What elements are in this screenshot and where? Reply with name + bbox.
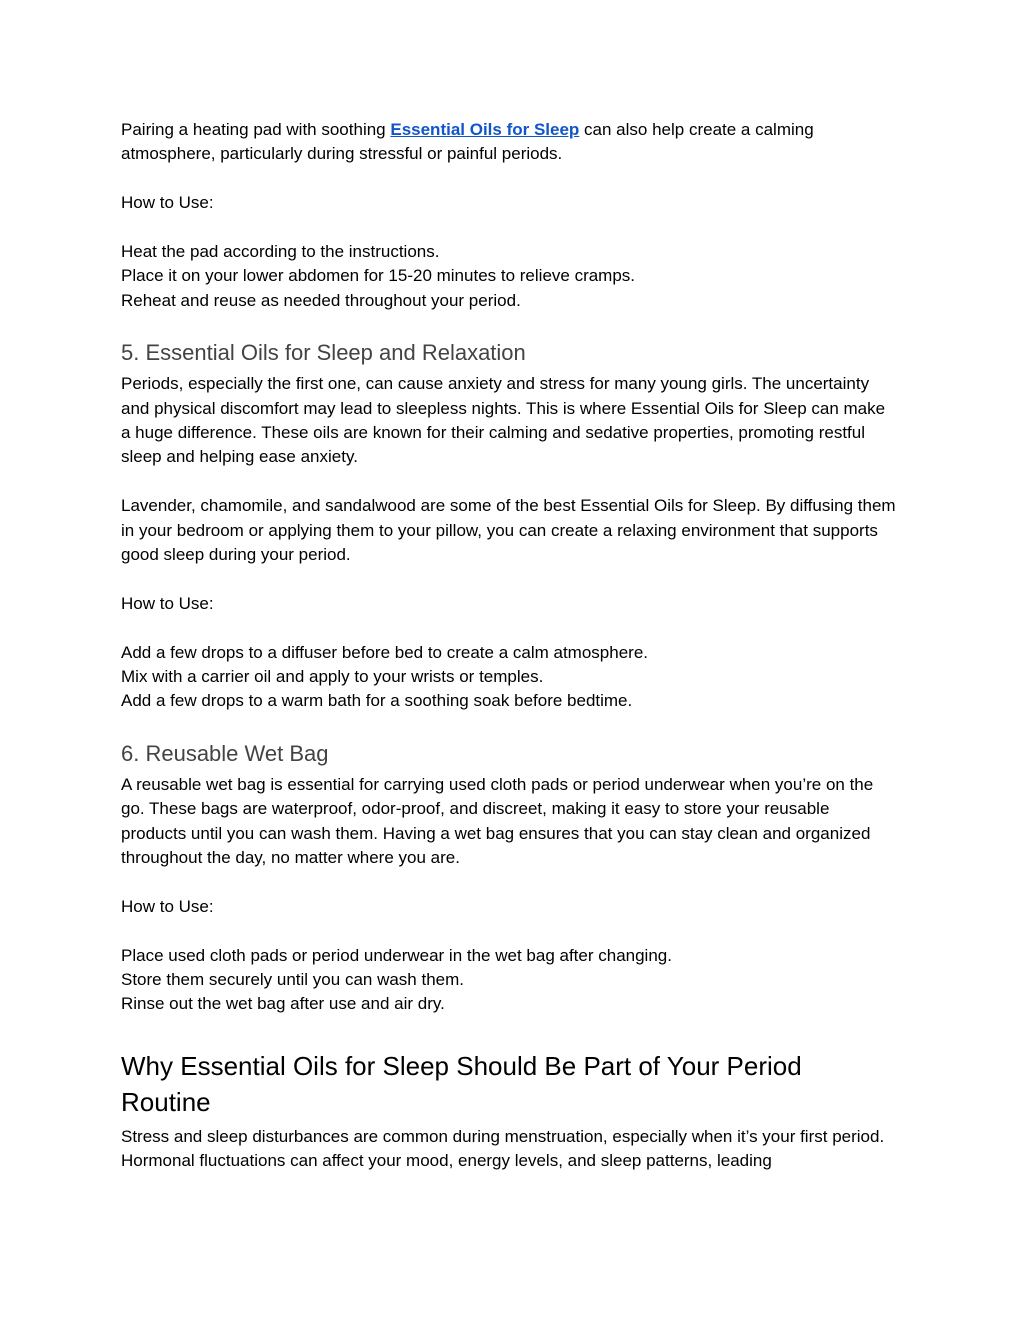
document-page (121, 118, 896, 1174)
intro-text-before: Pairing a heating pad with soothing (121, 120, 391, 139)
step-item: Heat the pad according to the instructions. (121, 242, 440, 261)
step-item: Reheat and reuse as needed throughout your period. (121, 290, 521, 310)
section-paragraph: A reusable wet bag is essential for carrying used cloth pads or period underwear when you’re on the go. These bags are waterproof, odor-proof, and discreet, making it easy to store your reusable products until you can wash them. Having a wet bag ensures that you can stay clean and organized throughout the day, no matter where you are. (121, 774, 874, 868)
step-item: Place it on your lower abdomen for 15-20 minutes to relieve cramps. (121, 266, 636, 286)
how-to-use-label: How to Use: (121, 193, 214, 213)
section-heading: 5. Essential Oils for Sleep and Relaxation (121, 340, 526, 366)
intro-paragraph (121, 118, 896, 167)
essential-oils-link[interactable]: Essential Oils for Sleep (390, 120, 580, 139)
step-item: Place used cloth pads or period underwear in the wet bag after changing. (121, 945, 672, 965)
how-to-use-label: How to Use: (121, 593, 214, 613)
section-title: Why Essential Oils for Sleep Should Be Part of Your Period Routine (121, 1050, 802, 1117)
step-item: Rinse out the wet bag after use and air dry. (121, 994, 445, 1014)
section-heading: 6. Reusable Wet Bag (121, 740, 329, 766)
step-item: Add a few drops to a warm bath for a soothing soak before bedtime. (121, 691, 633, 711)
step-item: Add a few drops to a diffuser before bed to create a calm atmosphere. (121, 642, 648, 662)
section-paragraph: Lavender, chamomile, and sandalwood are some of the best Essential Oils for Sleep. By diffusing them in your bedroom or applying them to your pillow, you can create a relaxing environment that supports good sleep during your period. (121, 496, 896, 565)
step-item: Mix with a carrier oil and apply to your wrists or temples. (121, 667, 544, 687)
section-paragraph: Stress and sleep disturbances are common during menstruation, especially when it’s your first period. Hormonal fluctuations can affect your mood, energy levels, and sleep patterns, leading (121, 1126, 885, 1171)
intro-text-after: can also help create a calming atmosphere, particularly during stressful or painful periods. (121, 120, 814, 164)
how-to-use-label: How to Use: (121, 896, 214, 916)
step-item: Store them securely until you can wash them. (121, 970, 464, 990)
section-paragraph: Periods, especially the first one, can cause anxiety and stress for many young girls. The uncertainty and physical discomfort may lead to sleepless nights. This is where Essential Oils for Sleep can make a huge difference. These oils are known for their calming and sedative properties, promoting restful sleep and helping ease anxiety. (121, 374, 886, 467)
